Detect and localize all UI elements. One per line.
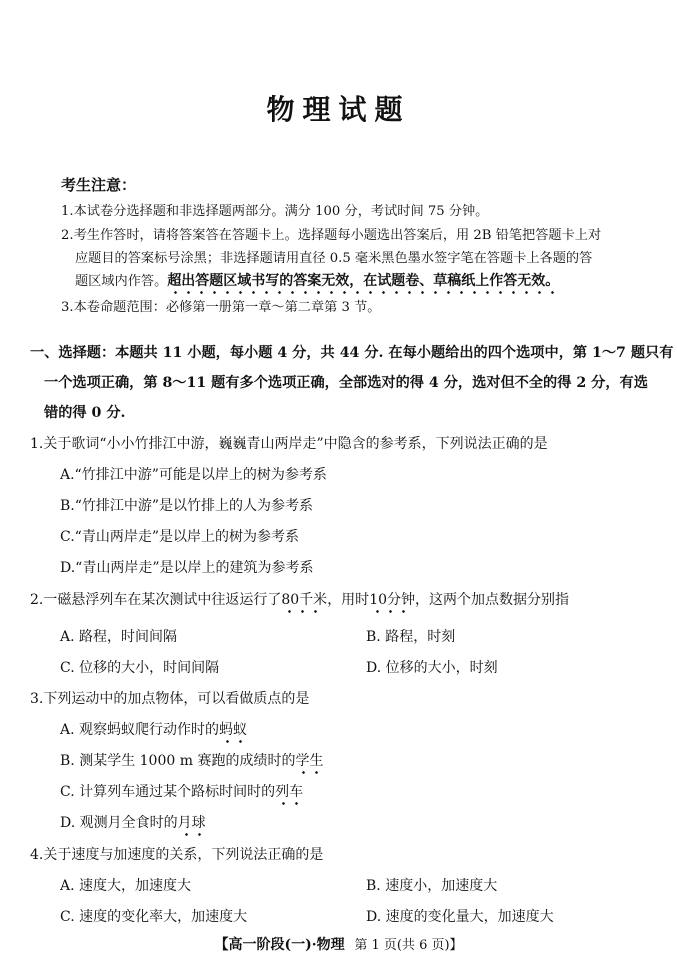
question-4-option-b: B. 速度小，加速度大 [366,878,498,894]
question-3-option-a-text: A. 观察蚂蚁爬行动作时的 [60,722,220,738]
question-3-option-b-dotted: 学生 [295,753,323,775]
notice-item-2-line-2: 应题目的答案标号涂黑；非选择题请用直径 0.5 毫米黑色墨水签字笔在答题卡上各题的答 [75,251,593,266]
question-3-option-a [60,719,247,739]
question-3-option-d-text: D. 观测月全食时的 [60,815,178,831]
question-1-option-c: C.“青山两岸走”是以岸上的树为参考系 [60,529,299,545]
question-2-option-c: C. 位移的大小，时间间隔 [60,660,220,676]
question-3-option-c [60,781,303,801]
notice-item-3: 3.本卷命题范围：必修第一册第一章～第二章第 3 节。 [61,300,381,315]
question-1-stem: 1.关于歌词“小小竹排江中游，巍巍青山两岸走”中隐含的参考系，下列说法正确的是 [30,436,548,452]
question-3-option-c-text: C. 计算列车通过某个路标时间时的 [60,784,276,800]
question-4-option-c: C. 速度的变化率大，加速度大 [60,909,248,925]
question-2-stem-part-3: ，这两个加点数据分别指 [415,592,570,608]
question-4-stem: 4.关于速度与加速度的关系，下列说法正确的是 [30,847,324,863]
question-1-option-b: B.“竹排江中游”是以竹排上的人为参考系 [60,498,314,514]
question-3-option-b-text: B. 测某学生 1000 m 赛跑的成绩时的 [60,753,296,769]
page-footer [0,934,677,954]
question-2-stem-part-1: 2.一磁悬浮列车在某次测试中往返运行了 [30,592,282,608]
question-1-option-d: D.“青山两岸走”是以岸上的建筑为参考系 [60,560,314,576]
notice-item-2-line-3 [75,270,559,290]
question-3-option-b [60,750,323,770]
question-3-option-a-dotted: 蚂蚁 [219,722,247,744]
notice-item-2-emphasis: 超出答题区域书写的答案无效，在试题卷、草稿纸上作答无效。 [167,273,559,295]
notice-item-2-line-1: 2.考生作答时，请将答案答在答题卡上。选择题每小题选出答案后，用 2B 铅笔把答题卡上对 [61,228,602,243]
question-2-stem-part-2: ，用时 [327,592,370,608]
question-2-option-d: D. 位移的大小，时刻 [366,660,498,676]
question-2-option-b: B. 路程，时刻 [366,629,456,645]
question-2-dotted-distance: 80千米 [281,592,327,614]
question-3-option-d-dotted: 月球 [178,815,206,837]
question-4-option-d: D. 速度的变化量大，加速度大 [366,909,554,925]
question-2-option-a: A. 路程，时间间隔 [60,629,178,645]
section-1-instructions-line-2: 一个选项正确，第 8～11 题有多个选项正确，全部选对的得 4 分，选对但不全的得 2 分，有选 [44,375,648,391]
footer-page-number: 第 1 页(共 6 页)】 [354,938,463,953]
section-1-instructions-line-3: 错的得 0 分. [44,405,126,421]
question-1-option-a: A.“竹排江中游”可能是以岸上的树为参考系 [60,467,327,483]
question-2-stem [30,589,569,609]
paper-title: 物理试题 [266,93,411,126]
notice-item-2-prefix: 题区域内作答。 [75,274,168,289]
notice-item-1: 1.本试卷分选择题和非选择题两部分。满分 100 分，考试时间 75 分钟。 [61,204,489,219]
footer-label: 【高一阶段(一)·物理 [214,937,345,953]
notice-heading: 考生注意： [61,176,137,194]
section-1-instructions-line-1: 一、选择题：本题共 11 小题，每小题 4 分，共 44 分. 在每小题给出的四个选项中，第 1～7 题只有 [30,345,674,361]
question-3-option-d [60,812,206,832]
question-3-stem: 3.下列运动中的加点物体，可以看做质点的是 [30,691,310,707]
question-2-dotted-time: 10分钟 [369,592,415,614]
question-3-option-c-dotted: 列车 [275,784,303,806]
question-4-option-a: A. 速度大，加速度大 [60,878,192,894]
